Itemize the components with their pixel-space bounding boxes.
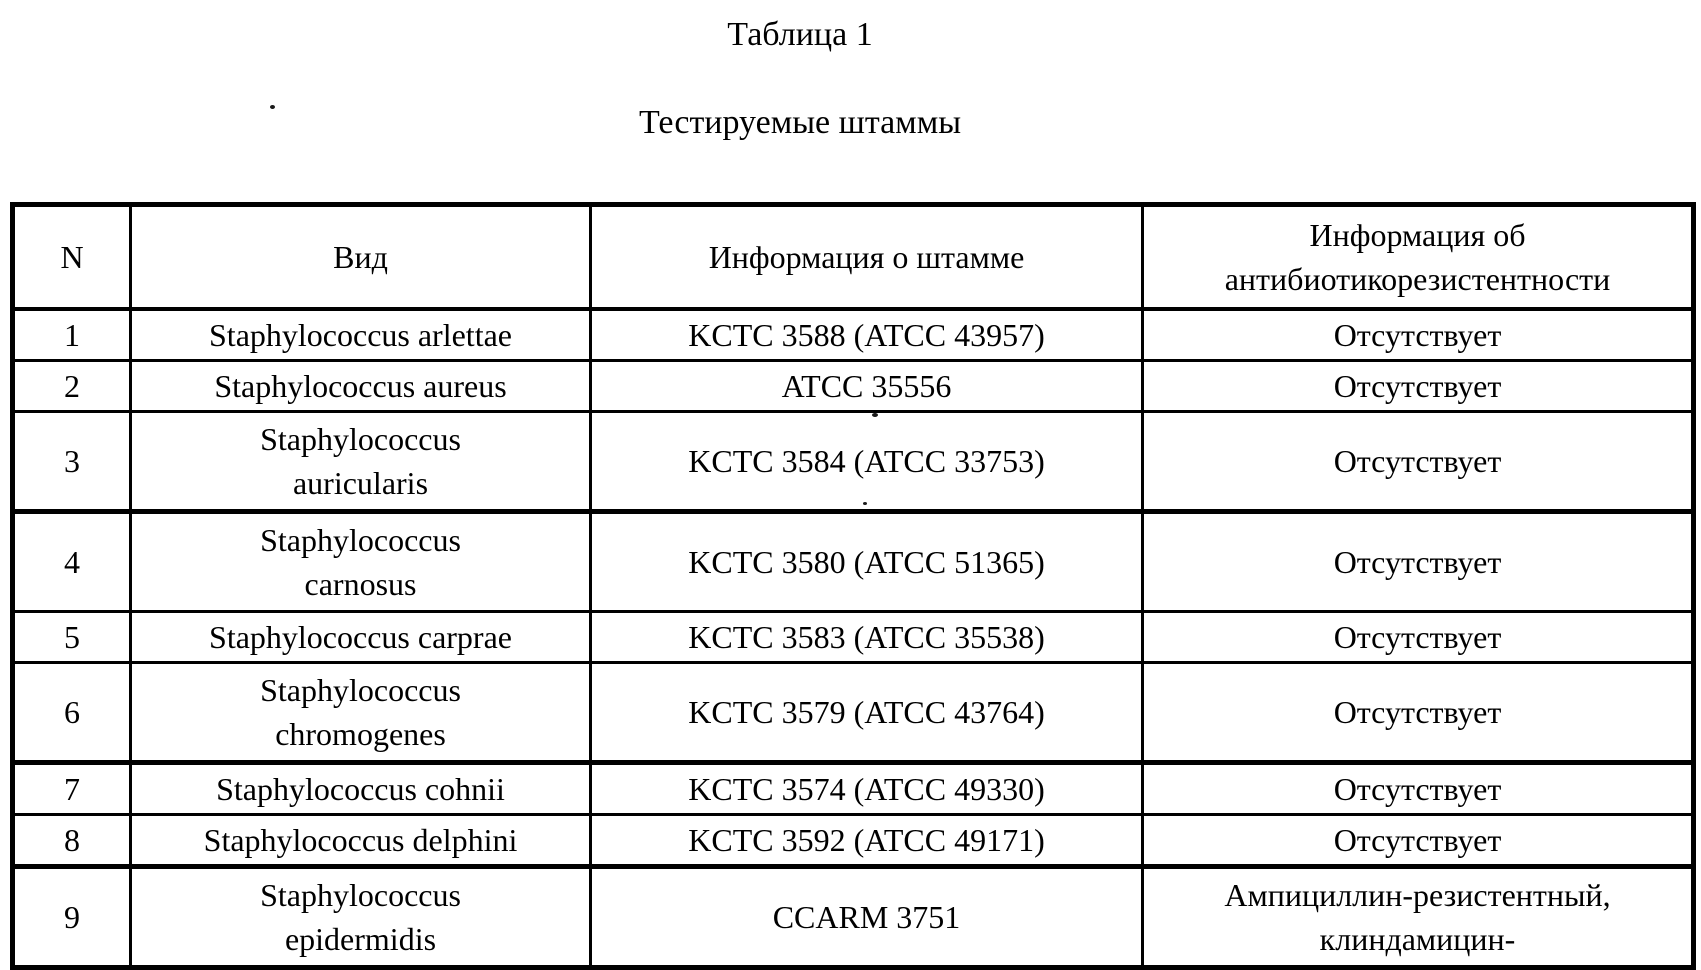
- cell-n: 1: [13, 309, 131, 361]
- cell-resistance: Отсутствует: [1143, 512, 1694, 612]
- cell-n: 8: [13, 815, 131, 867]
- cell-resistance: Отсутствует: [1143, 361, 1694, 412]
- cell-resistance: Отсутствует: [1143, 412, 1694, 512]
- table-row: [13, 867, 1694, 968]
- tested-strains-table: [10, 202, 1696, 970]
- table-row: [13, 412, 1694, 512]
- cell-n: 7: [13, 763, 131, 815]
- cell-species: Staphylococcus aureus: [131, 361, 591, 412]
- cell-n: 2: [13, 361, 131, 412]
- cell-resistance: Отсутствует: [1143, 663, 1694, 763]
- cell-resistance: Отсутствует: [1143, 763, 1694, 815]
- scan-artifact-dot: [270, 105, 275, 109]
- table-title: Тестируемые штаммы: [638, 104, 962, 141]
- cell-strain: CCARM 3751: [591, 867, 1143, 968]
- column-header-species: Вид: [131, 205, 591, 310]
- cell-strain: KCTC 3574 (ATCC 49330): [591, 763, 1143, 815]
- column-header-strain-info: Информация о штамме: [591, 205, 1143, 310]
- cell-n: 4: [13, 512, 131, 612]
- cell-resistance: Отсутствует: [1143, 309, 1694, 361]
- cell-n: 6: [13, 663, 131, 763]
- table-row: [13, 612, 1694, 663]
- cell-strain: KCTC 3588 (ATCC 43957): [591, 309, 1143, 361]
- table-row: [13, 361, 1694, 412]
- cell-n: 5: [13, 612, 131, 663]
- cell-strain: ATCC 35556: [591, 361, 1143, 412]
- table-row: [13, 763, 1694, 815]
- cell-strain: KCTC 3584 (ATCC 33753): [591, 412, 1143, 512]
- cell-n: 3: [13, 412, 131, 512]
- cell-species: Staphylococcus cohnii: [131, 763, 591, 815]
- cell-strain: KCTC 3592 (ATCC 49171): [591, 815, 1143, 867]
- cell-species: Staphylococcus chromogenes: [131, 663, 591, 763]
- table-row: [13, 512, 1694, 612]
- cell-species: Staphylococcus epidermidis: [131, 867, 591, 968]
- table-row: [13, 663, 1694, 763]
- column-header-n: N: [13, 205, 131, 310]
- cell-species: Staphylococcus carprae: [131, 612, 591, 663]
- cell-strain: KCTC 3583 (ATCC 35538): [591, 612, 1143, 663]
- cell-resistance: Отсутствует: [1143, 815, 1694, 867]
- cell-species: Staphylococcus delphini: [131, 815, 591, 867]
- cell-resistance: Отсутствует: [1143, 612, 1694, 663]
- cell-strain: KCTC 3579 (ATCC 43764): [591, 663, 1143, 763]
- cell-species: Staphylococcus auricularis: [131, 412, 591, 512]
- cell-species: Staphylococcus arlettae: [131, 309, 591, 361]
- cell-strain: KCTC 3580 (ATCC 51365): [591, 512, 1143, 612]
- column-header-resistance-info: Информация об антибиотикорезистентности: [1143, 205, 1694, 310]
- table-row: [13, 815, 1694, 867]
- header-row: [13, 205, 1694, 310]
- table-caption: Таблица 1: [727, 16, 873, 53]
- cell-n: 9: [13, 867, 131, 968]
- table-row: [13, 309, 1694, 361]
- cell-resistance: Ампициллин-резистентный, клиндамицин-: [1143, 867, 1694, 968]
- cell-species: Staphylococcus carnosus: [131, 512, 591, 612]
